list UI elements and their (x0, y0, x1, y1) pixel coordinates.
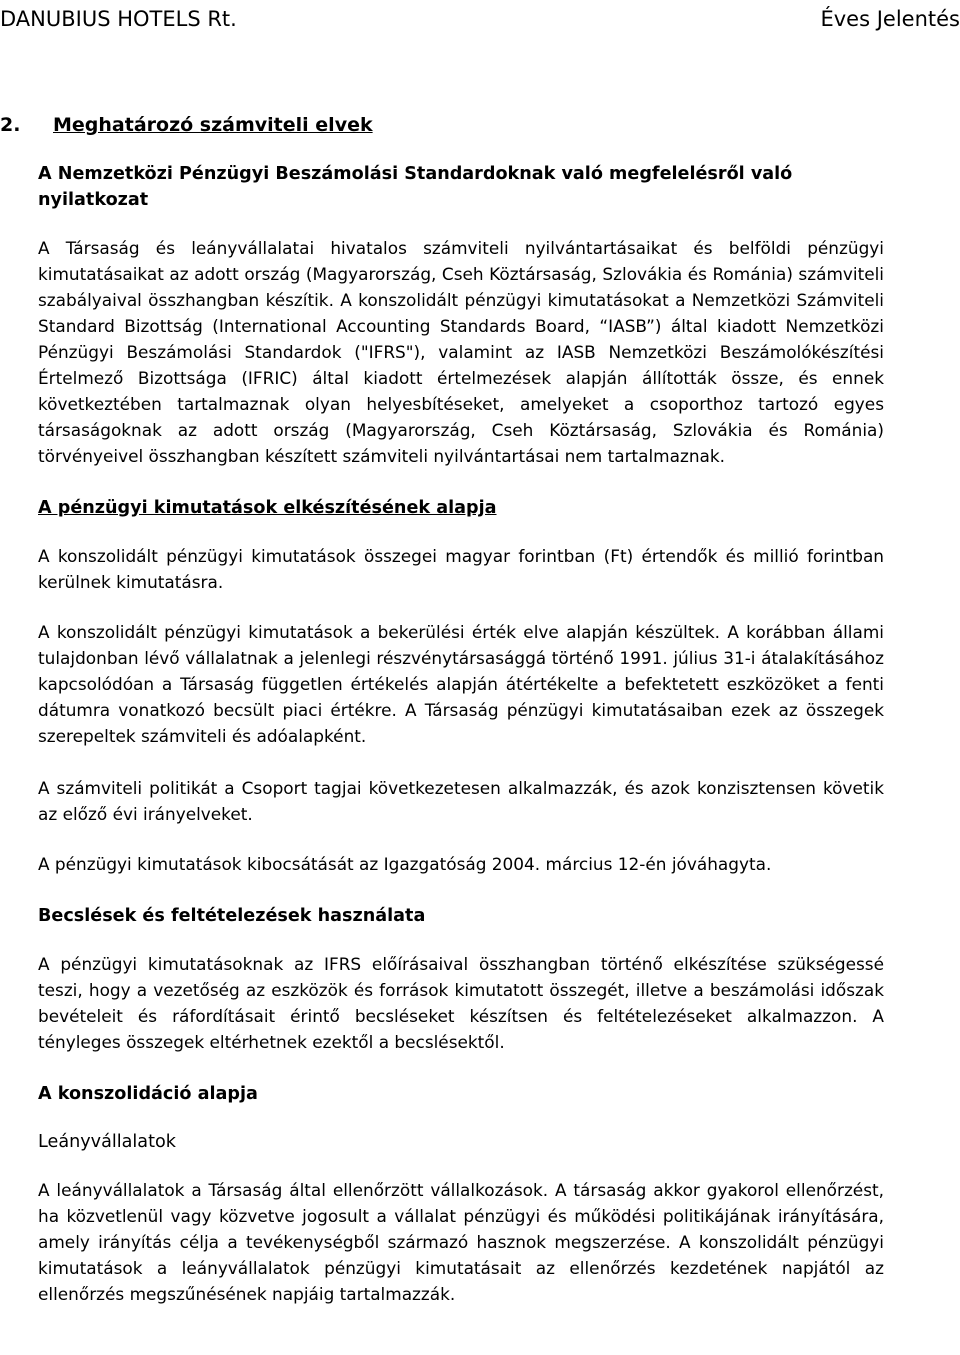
paragraph-estimates: A pénzügyi kimutatásoknak az IFRS előírásaival összhangban történő elkészítése szükségessé teszi, hogy a vezetőség az eszközök és források kimutatott összegét, illetve a beszámolási időszak bevételeit és ráfordításait érintő becsléseket készítsen és feltételezéseket alkalmazzon. A tényleges összegek eltérhetnek ezektől a becslésektől. (38, 954, 884, 1052)
section-heading (0, 112, 884, 138)
paragraph-basis-currency: A konszolidált pénzügyi kimutatások összegei magyar forintban (Ft) értendők és millió forintban kerülnek kimutatásra. (38, 546, 884, 592)
subheading-subsidiaries: Leányvállalatok (38, 1132, 176, 1152)
paragraph-basis-historical-cost: A konszolidált pénzügyi kimutatások a bekerülési érték elve alapján készültek. A korábban állami tulajdonban lévő vállalatnak a jelenlegi részvénytársasággá történő 1991. július 31-i átalakításához kapcsolódóan a Társaság független értékelés alapján átértékelte a befektetett eszközöket a fenti dátumra vonatkozó becsült piaci értékre. A Társaság pénzügyi kimutatásaiban ezek az összegek szerepeltek számviteli és adóalapként. (38, 622, 884, 746)
paragraph-basis-consistency: A számviteli politikát a Csoport tagjai következetesen alkalmazzák, és azok konzisztensen követik az előző évi irányelveket. (38, 778, 884, 824)
heading-ifrs-compliance: A Nemzetközi Pénzügyi Beszámolási Standardoknak való megfelelésről való nyilatkozat (38, 164, 793, 210)
report-title: Éves Jelentés (820, 7, 960, 31)
heading-consolidation: A konszolidáció alapja (38, 1084, 258, 1104)
section-number: 2. (0, 114, 21, 136)
paragraph-basis-approval: A pénzügyi kimutatások kibocsátását az Igazgatóság 2004. március 12-én jóváhagyta. (38, 854, 772, 874)
section-title: Meghatározó számviteli elvek (53, 114, 373, 136)
company-name: DANUBIUS HOTELS Rt. (0, 7, 237, 31)
paragraph-subsidiaries: A leányvállalatok a Társaság által ellenőrzött vállalkozások. A társaság akkor gyakorol ellenőrzést, ha közvetlenül vagy közvetve jogosult a vállalat pénzügyi és működési politikájának irányítására, amely irányítás célja a tevékenységből származó hasznok megszerzése. A konszolidált pénzügyi kimutatások a leányvállalatok pénzügyi kimutatásait az ellenőrzés kezdetének napjától az ellenőrzés megszűnésének napjáig tartalmazzák. (38, 1180, 884, 1304)
heading-estimates: Becslések és feltételezések használata (38, 906, 426, 926)
page-header (0, 4, 960, 38)
heading-basis-of-preparation: A pénzügyi kimutatások elkészítésének alapja (38, 498, 497, 518)
paragraph-ifrs-compliance: A Társaság és leányvállalatai hivatalos számviteli nyilvántartásaikat és belföldi pénzügyi kimutatásaikat az adott ország (Magyarország, Cseh Köztársaság, Szlovákia és Románia) számviteli szabályaival összhangban készítik. A konszolidált pénzügyi kimutatásokat a Nemzetközi Számviteli Standard Bizottság (International Accounting Standards Board, “IASB”) által kiadott Nemzetközi Pénzügyi Beszámolási Standardok ("IFRS"), valamint az IASB Nemzetközi Beszámolókészítési Értelmező Bizottsága (IFRIC) által kiadott értelmezések alapján állították össze, és ennek következtében tartalmaznak olyan helyesbítéseket, amelyeket a csoporthoz tartozó egyes társaságoknak az adott ország (Magyarország, Cseh Köztársaság, Szlovákia és Románia) törvényeivel összhangban készített számviteli nyilvántartásai nem tartalmaznak. (38, 238, 884, 466)
document-body (0, 112, 884, 1333)
